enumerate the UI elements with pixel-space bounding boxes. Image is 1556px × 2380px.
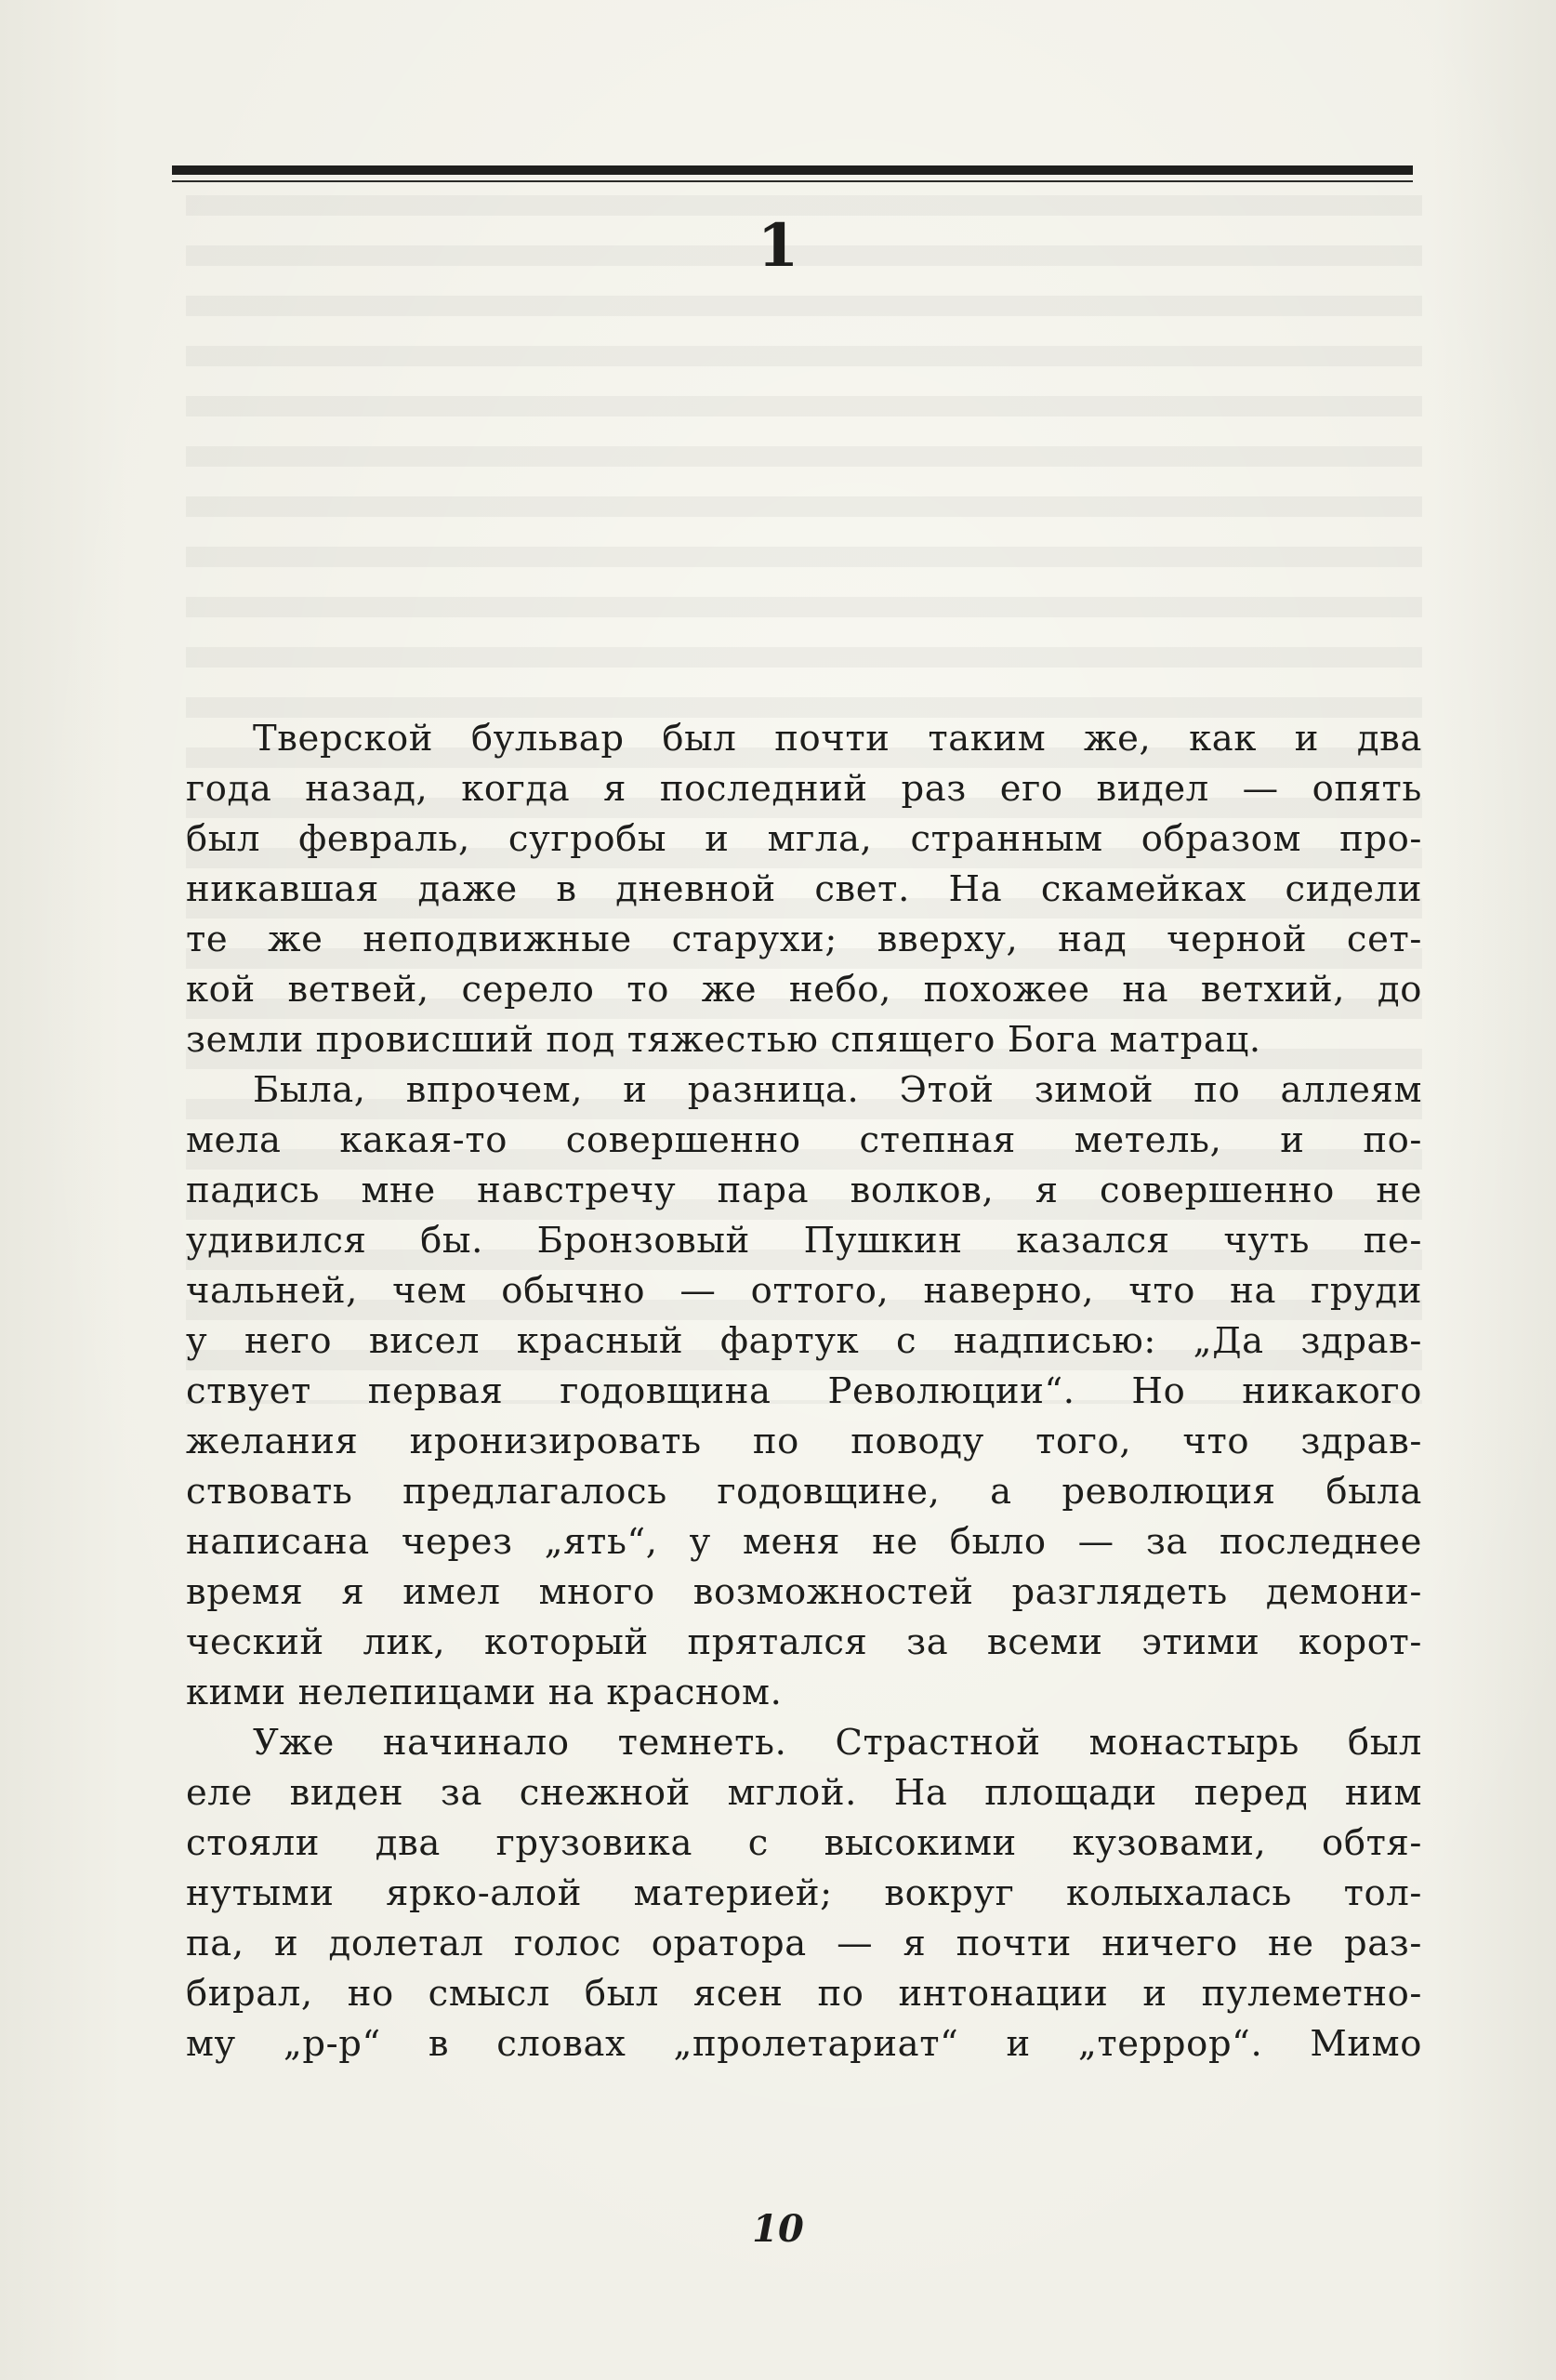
text-line: время я имел много возможностей разглядеть демони-: [186, 1571, 1422, 1613]
text-line: Была, впрочем, и разница. Этой зимой по аллеям: [253, 1069, 1422, 1111]
text-line: нутыми ярко-алой материей; вокруг колыхалась тол-: [186, 1872, 1422, 1914]
text-line: чальней, чем обычно — оттого, наверно, что на груди: [186, 1270, 1422, 1312]
text-line: му „р-р“ в словах „пролетариат“ и „террор“. Мимо: [186, 2023, 1422, 2065]
chapter-rule-thin: [172, 180, 1413, 182]
paragraph: [186, 1718, 1422, 2069]
chapter-rule-thick: [172, 165, 1413, 175]
text-line: кой ветвей, серело то же небо, похожее на ветхий, до: [186, 969, 1422, 1011]
text-line: года назад, когда я последний раз его видел — опять: [186, 768, 1422, 810]
text-line: стояли два грузовика с высокими кузовами, обтя-: [186, 1822, 1422, 1864]
text-line: мела какая-то совершенно степная метель, и по-: [186, 1119, 1422, 1161]
text-line: падись мне навстречу пара волков, я совершенно не: [186, 1170, 1422, 1211]
body-text: [186, 714, 1422, 2069]
text-line: ческий лик, который прятался за всеми этими корот-: [186, 1621, 1422, 1663]
text-line: удивился бы. Бронзовый Пушкин казался чуть пе-: [186, 1220, 1422, 1262]
text-line: Тверской бульвар был почти таким же, как и два: [253, 718, 1422, 760]
text-line: Уже начинало темнеть. Страстной монастырь был: [253, 1722, 1422, 1764]
text-line: па, и долетал голос оратора — я почти ничего не раз-: [186, 1923, 1422, 1964]
text-line: у него висел красный фартук с надписью: „Да здрав-: [186, 1320, 1422, 1362]
text-line: написана через „ять“, у меня не было — за последнее: [186, 1521, 1422, 1563]
text-line: ствовать предлагалось годовщине, а революция была: [186, 1471, 1422, 1513]
text-line: был февраль, сугробы и мгла, странным образом про-: [186, 818, 1422, 860]
text-line: те же неподвижные старухи; вверху, над черной сет-: [186, 919, 1422, 960]
text-line: бирал, но смысл был ясен по интонации и пулеметно-: [186, 1973, 1422, 2015]
chapter-number: 1: [757, 211, 799, 281]
text-line: еле виден за снежной мглой. На площади перед ним: [186, 1772, 1422, 1814]
paragraph: [186, 1065, 1422, 1718]
paragraph: [186, 714, 1422, 1065]
text-line: ствует первая годовщина Революции“. Но никакого: [186, 1370, 1422, 1412]
page-number: 10: [752, 2207, 804, 2251]
text-line: земли провисший под тяжестью спящего Бога матрац.: [186, 1019, 1261, 1061]
text-line: желания иронизировать по поводу того, что здрав-: [186, 1421, 1422, 1462]
text-line: никавшая даже в дневной свет. На скамейках сидели: [186, 868, 1422, 910]
text-line: кими нелепицами на красном.: [186, 1672, 783, 1713]
